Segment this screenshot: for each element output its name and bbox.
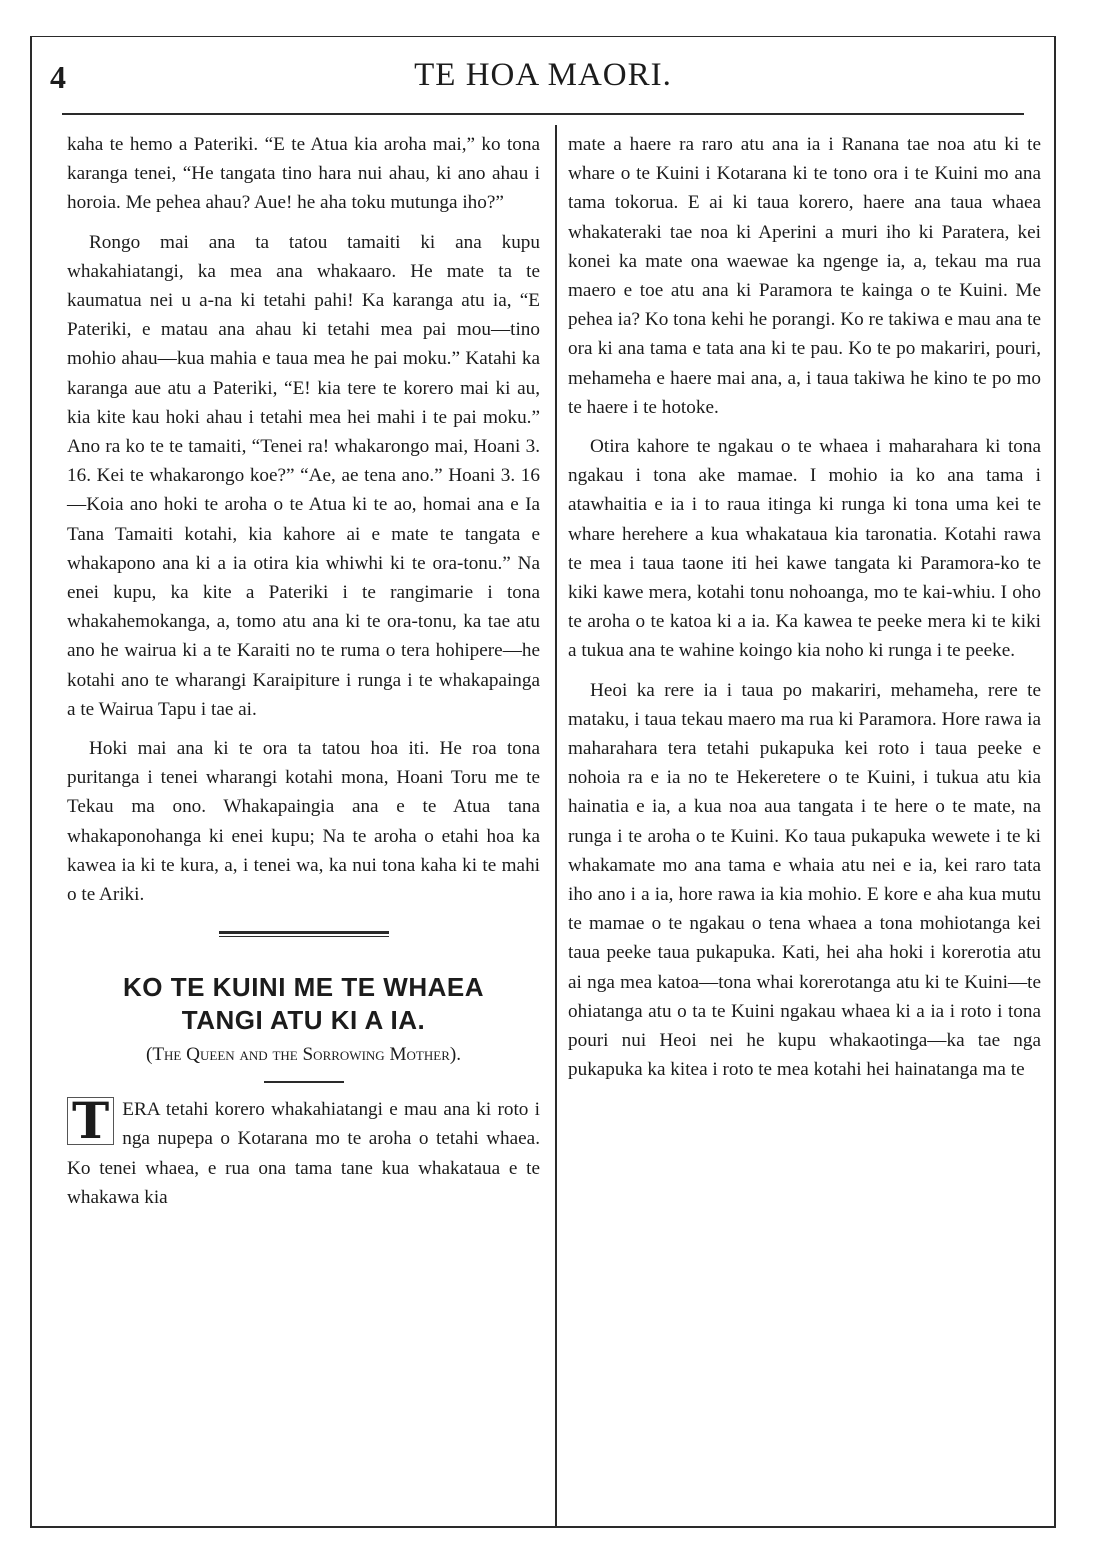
paragraph: mate a haere ra raro atu ana ia i Ranana tae noa atu ki te whare o te Kuini i Kotarana ki te tono ora i te Kuini mo ana tama tokorua. E ai ki taua korero, haere ana taua whaea whakateraki tae noa ki Aperini a muri iho ki Paratera, kei konei ka mate ona waewae ka ngenge ia, a, tekau ma rua maero e toe atu ana ki Paramora te kainga o te Kuini. Me pehea ia? Ko tona kehi he porangi. Ko re takiwa e mau ana te ora ki ana tama e tata ana ki te pau. Ko te po makariri, pouri, mehameha e haere mai ana, a, i taua takiwa he kino te po mo te haere i te hotoke. [568, 134, 1041, 418]
left-column [67, 130, 540, 1222]
article-title-line: KO TE KUINI ME TE WHAEA [122, 972, 485, 1003]
paragraph: Hoki mai ana ki te ora ta tatou hoa iti. He roa tona puritanga i tenei wharangi kotahi mona, Hoani Toru me te Tekau ma ono. Whakapaingia ana e te Atua tana whakaponohanga ki enei kupu; Na te aroha o etahi hoa ka kawea ia ki te kura, a, i tenei wa, ka nui tona kaha ki te mahi o te Ariki. [67, 738, 540, 906]
page-number: 4 [50, 59, 66, 95]
article-intro-text: ERA tetahi korero whakahiatangi e mau ana ki roto i nga nupepa o Kotarana mo te aroha o tetahi whaea. Ko tenei whaea, e rua ona tama tane kua whakataua e te whakawa kia [67, 1099, 540, 1208]
subtitle-divider [264, 1081, 344, 1083]
page-frame [30, 36, 1056, 1528]
masthead-title: TE HOA MAORI. [414, 57, 672, 93]
paragraph: Heoi ka rere ia i taua po makariri, mehameha, rere te mataku, i taua tekau maero ma rua ki Paramora. Hore rawa ia maharahara tera tetahi pukapuka kei roto i taua peeke e nohoia ra e ia no te Hekeretere o te Kuini, i tukua atu kia hainatia e ia, a kua noa aua tangata i te here o te mate, na runga i te aroha o te Kuini. Ko taua pukapuka wewete i te ki whakamate mo ana tama e whaia atu nei e ia, kei raro tata iho ano i a ia, hore rawa ia kia mohio. E kore e aha kua mutu te mamae o te ngakau o tena whaea a tona mohiotanga kei taua peeke taua pukapuka. Kati, hei aha hoki i korerotia atu ai nga mea katoa—tona whai korerotanga atu ki te Kuini—te ohiatanga atu o ta te Kuini ngakau whaea ki a ia i roto i tona pouri nui Heoi nei he kupu whakaotinga—ka tae nga pukapuka ka kitea i roto te mea kotahi hei hainatanga ma te [568, 679, 1041, 1081]
paragraph: kaha te hemo a Pateriki. “E te Atua kia aroha mai,” ko tona karanga tenei, “He tangata tino hara nui ahau, ki ano ahau i horoia. Me pehea ahau? Aue! he aha toku mutunga iho?” [67, 134, 540, 214]
paragraph: Otira kahore te ngakau o te whaea i maharahara ki tona ngakau i tona ake mamae. I mohio ia ko ana tama i atawhaitia e ia i to raua itinga ki runga ki tona uma kei te whare herehere a kua whakataua kia taronatia. Kotahi rawa te mea i taua taone iti hei kawe tangata ki Paramora-ko te kiki kawe mera, kotahi tonu nohoanga, mo te kai-whiu. I oho te aroha o te katoa ki a ia. Ka kawea te peeke mera ki te kiki a tukua ana te wahine koingo kia noho ki runga i te peeke. [568, 436, 1041, 662]
page-header [32, 57, 1054, 107]
dropcap-letter: T [67, 1097, 114, 1145]
paragraph: Rongo mai ana ta tatou tamaiti ki ana kupu whakahiatangi, ka mea ana whakaaro. He mate ta te kaumatua nei u a-na ki tetahi pahi! Ka karanga atu ia, “E Pateriki, e matau ana ahau ki tetahi mea pai mou—tino mohio ahau—kua mahia e taua mea he pai moku.” Katahi ka karanga aue atu a Pateriki, “E! kia tere te korero mai ki au, kia kite kau hoki ahau i tetahi mea hei mahi i te pai moku.” Ano ra ko te te tamaiti, “Tenei ra! whakarongo mai, Hoani 3. 16. Kei te whakarongo koe?” “Ae, ae tena ano.” Hoani 3. 16—Koia ano hoki te aroha o te Atua ki te ao, homai ana e Ia Tana Tamaiti kotahi, kia kahore ai e mate te tangata e whakapono ana ki a ia otira kia whiwhi ki te ora-tonu.” Na enei kupu, ka kite a Pateriki i te rangimarie i tona whakahemokanga, a, tomo atu ana ki te ora-tonu, ka tae atu ano he wairua ki a te Karaiti no te ruma o tera hohipere—he kotahi ano te wharangi Karaipiture i runga i te whakapainga a te Wairua Tapu i tae ai. [67, 231, 540, 720]
header-rule [62, 113, 1024, 115]
article-title-line: TANGI ATU KI A IA. [181, 1005, 426, 1036]
article-subtitle: (The Queen and the Sorrowing Mother). [145, 1044, 462, 1066]
right-column [568, 130, 1041, 1095]
column-divider [555, 125, 557, 1526]
section-divider [219, 931, 389, 937]
article-intro-paragraph [67, 1091, 540, 1212]
article-title [67, 971, 540, 1037]
